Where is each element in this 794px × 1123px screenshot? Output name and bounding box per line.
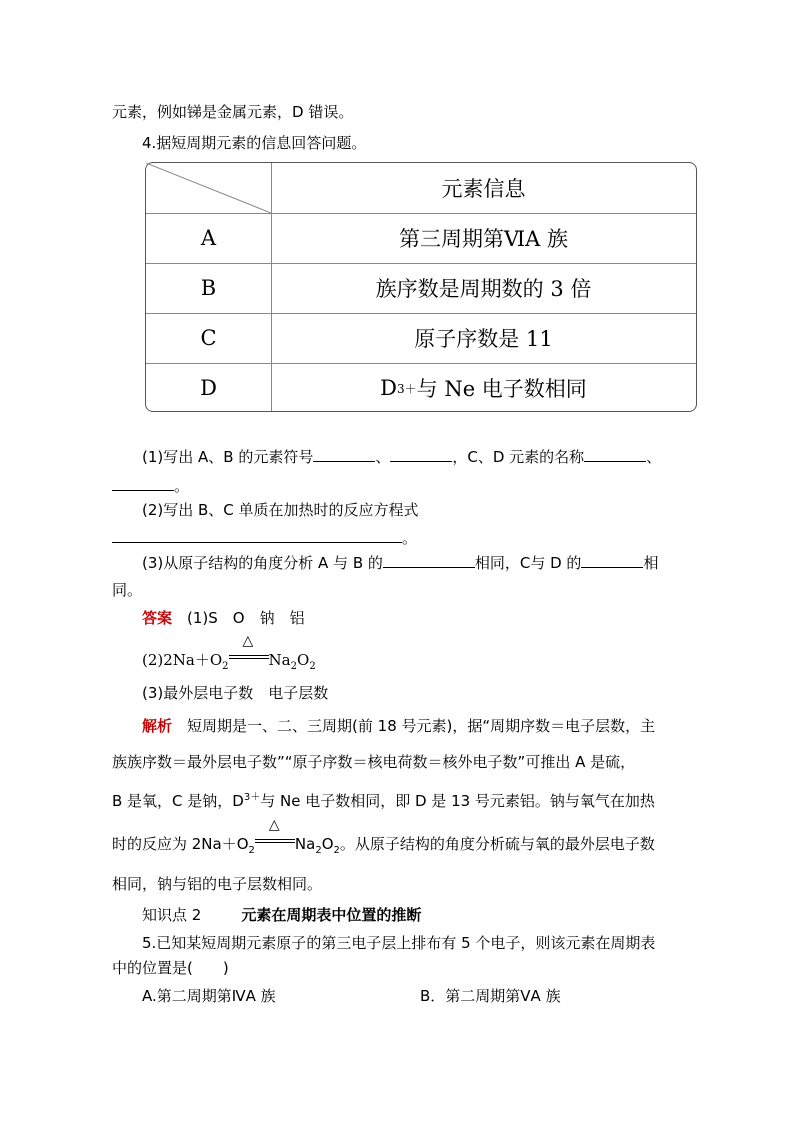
row-key-b: B bbox=[200, 276, 217, 300]
answer-line-1: 答案 (1)S O 钠 铝 bbox=[142, 609, 305, 627]
explanation-line-2: 族族序数＝最外层电子数”“原子序数＝核电荷数＝核外电子数”可推出 A 是硫， bbox=[112, 753, 636, 771]
element-info-table bbox=[145, 162, 697, 412]
explanation-line-4: 时的反应为 $2Na+O_2$ △ $Na_2O_2$。从原子结构的角度分析硫与氧的最外层电子数 bbox=[112, 817, 655, 856]
row-info-c: 原子序数是 11 bbox=[414, 327, 553, 351]
sub-question-3-cont: 同。 bbox=[112, 581, 143, 599]
explanation-line-5: 相同，钠与铝的电子层数相同。 bbox=[112, 875, 323, 893]
row-key-a: A bbox=[200, 226, 217, 250]
row-key-d: D bbox=[200, 376, 217, 400]
explanation-line-3: B 是氧，C 是钠，$D^{3+}$与 Ne 电子数相同，即 D 是 13 号元素铝。钠与氧气在加热 bbox=[112, 792, 655, 810]
table-header: 元素信息 bbox=[441, 177, 526, 201]
knowledge-point-heading: 知识点 2 元素在周期表中位置的推断 bbox=[142, 906, 422, 924]
sub-question-1-cont: 。 bbox=[112, 476, 189, 496]
heating-arrow: △ bbox=[229, 647, 269, 667]
sub-question-3: (3)从原子结构的角度分析 A 与 B 的 相同，C与 D 的 相 bbox=[142, 554, 659, 572]
option-b: B．第二周期第ⅤA 族 bbox=[420, 987, 561, 1005]
sub-question-2: (2)写出 B、C 单质在加热时的反应方程式 bbox=[142, 501, 419, 519]
heating-arrow-2: △ bbox=[255, 831, 295, 851]
row-info-d: D 3＋ 与 Ne 电子数相同 bbox=[380, 376, 587, 401]
sub-question-1: (1)写出 A、B 的元素符号 、 ，C、D 元素的名称 、 bbox=[142, 448, 662, 466]
answer-label: 答案 bbox=[142, 609, 173, 627]
line-prev-answer: 元素，例如锑是金属元素，D 错误。 bbox=[112, 103, 354, 121]
row-info-a: 第三周期第ⅥA 族 bbox=[399, 227, 568, 251]
answer-line-3: (3)最外层电子数 电子层数 bbox=[142, 684, 329, 702]
question-4: 4.据短周期元素的信息回答问题。 bbox=[142, 134, 367, 152]
explanation-label: 解析 bbox=[142, 717, 173, 735]
explanation-line-1: 解析 短周期是一、二、三周期(前 18 号元素)，据“周期序数＝电子层数，主 bbox=[142, 717, 656, 735]
diagonal-header-line bbox=[146, 163, 271, 213]
row-info-b: 族序数是周期数的 3 倍 bbox=[375, 277, 592, 301]
sub-question-2-blank: 。 bbox=[112, 528, 417, 548]
question-5: 5.已知某短周期元素原子的第三电子层上排布有 5 个电子，则该元素在周期表 bbox=[142, 934, 656, 952]
option-a: A.第二周期第ⅣA 族 bbox=[142, 987, 276, 1005]
answer-line-2: $(2)2Na+O_2$ △ $Na_2O_2$ bbox=[142, 633, 316, 672]
question-5-cont: 中的位置是( ) bbox=[112, 959, 229, 977]
row-key-c: C bbox=[200, 326, 217, 350]
